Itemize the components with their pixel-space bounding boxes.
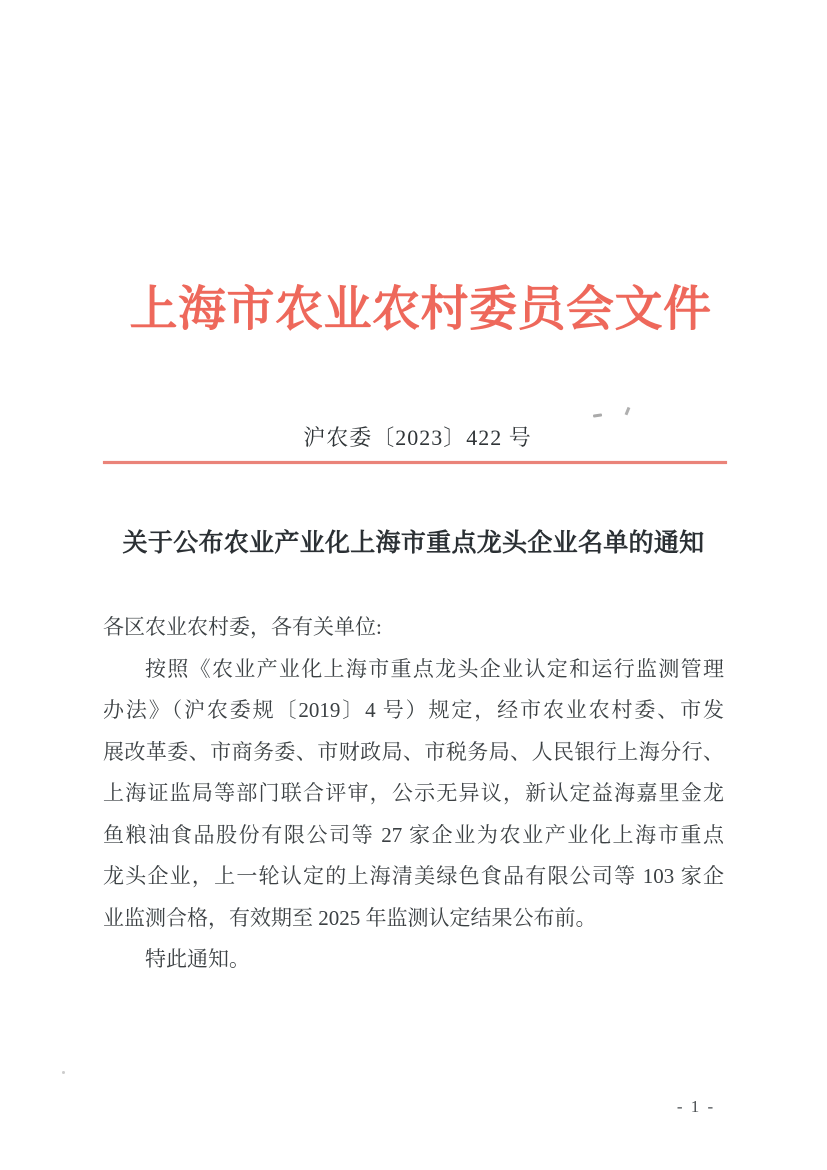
body-line: 办法》（沪农委规〔2019〕4 号）规定，经市农业农村委、市发 (103, 698, 724, 722)
body-line: 鱼粮油食品股份有限公司等 27 家企业为农业产业化上海市重点 (103, 822, 724, 847)
notice-title: 关于公布农业产业化上海市重点龙头企业名单的通知 (122, 530, 705, 557)
scan-artifact-dot (62, 1071, 65, 1074)
masthead-title: 上海市农业农村委员会文件 (129, 283, 712, 336)
body-line: 展改革委、市商务委、市财政局、市税务局、人民银行上海分行、 (103, 739, 724, 764)
body-line: 上海证监局等部门联合评审，公示无异议，新认定益海嘉里金龙 (103, 781, 724, 805)
scan-artifact-tick (625, 407, 630, 415)
body-line: 龙头企业，上一轮认定的上海清美绿色食品有限公司等 103 家企 (103, 864, 724, 888)
body-line: 业监测合格，有效期至 2025 年监测认定结果公布前。 (103, 905, 597, 930)
document-number: 沪农委〔2023〕422 号 (303, 425, 532, 450)
salutation-line: 各区农业农村委，各有关单位: (103, 615, 382, 639)
body-line: 按照《农业产业化上海市重点龙头企业认定和运行监测管理 (145, 656, 724, 681)
scan-artifact-dash (593, 413, 602, 417)
closing-line: 特此通知。 (145, 947, 250, 971)
body-text (103, 607, 724, 981)
red-separator-line (103, 461, 727, 464)
page-number: - 1 - (676, 1097, 716, 1116)
